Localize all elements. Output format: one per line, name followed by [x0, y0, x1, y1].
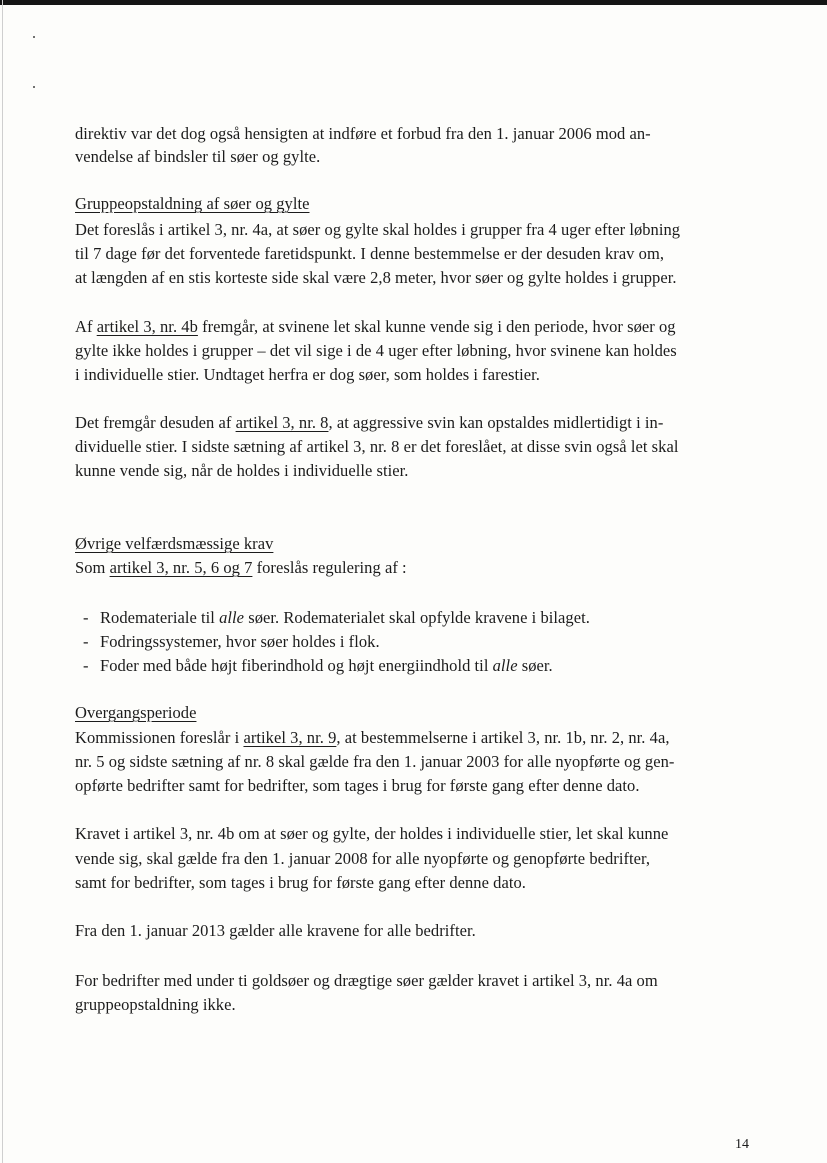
group-housing-p3-line-3: kunne vende sig, når de holdes i individuelle stier. — [75, 461, 409, 480]
transition-p1-line-2: nr. 5 og sidste sætning af nr. 8 skal gælde fra den 1. januar 2003 for alle nyopførte og gen- — [75, 752, 675, 771]
text-run: fremgår, at svinene let skal kunne vende sig i den periode, hvor søer og — [197, 317, 676, 336]
group-housing-p2-line-2: gylte ikke holdes i grupper – det vil sige i de 4 uger efter løbning, hvor svinene kan holdes — [75, 341, 677, 360]
transition-p1-line-1 — [75, 728, 670, 748]
reference-article-3-4b: artikel 3, nr. 4b — [96, 317, 198, 336]
text-run: Det fremgår desuden af — [75, 413, 236, 432]
scan-speck — [33, 86, 35, 88]
scan-speck — [33, 36, 35, 38]
scan-left-edge — [2, 0, 3, 1163]
reference-article-3-9: artikel 3, nr. 9 — [243, 728, 337, 747]
text-run: Kommissionen foreslår i — [75, 728, 244, 747]
group-housing-p2-line-3: i individuelle stier. Undtaget herfra er dog søer, som holdes i farestier. — [75, 365, 540, 384]
intro-line-2: vendelse af bindsler til søer og gylte. — [75, 147, 321, 166]
heading-group-housing: Gruppeopstaldning af søer og gylte — [75, 194, 310, 213]
list-item — [83, 608, 590, 628]
group-housing-p3-line-2: dividuelle stier. I sidste sætning af artikel 3, nr. 8 er det foreslået, at disse svin også let skal — [75, 437, 679, 456]
list-item — [83, 656, 553, 676]
group-housing-p3-line-1 — [75, 413, 663, 433]
text-run: søer. Rodematerialet skal opfylde kravene i bilaget. — [244, 608, 590, 627]
intro-line-1: direktiv var det dog også hensigten at indføre et forbud fra den 1. januar 2006 mod an- — [75, 124, 651, 143]
group-housing-p1-line-1: Det foreslås i artikel 3, nr. 4a, at søer og gylte skal holdes i grupper fra 4 uger efter løbning — [75, 220, 681, 239]
text-run: , at bestemmelserne i artikel 3, nr. 1b, nr. 2, nr. 4a, — [336, 728, 670, 747]
group-housing-p2-line-1 — [75, 317, 676, 337]
text-run: Rodemateriale til — [100, 608, 220, 627]
list-item — [83, 632, 380, 652]
text-run: Fodringssystemer, hvor søer holdes i flok. — [100, 632, 380, 651]
transition-p4-line-1: For bedrifter med under ti goldsøer og drægtige søer gælder kravet i artikel 3, nr. 4a om — [75, 971, 658, 990]
reference-article-3-8: artikel 3, nr. 8 — [235, 413, 329, 432]
transition-p1-line-3: opførte bedrifter samt for bedrifter, som tages i brug for første gang efter denne dato. — [75, 776, 640, 795]
transition-p3: Fra den 1. januar 2013 gælder alle kravene for alle bedrifter. — [75, 921, 476, 940]
emphasis: alle — [219, 608, 245, 627]
emphasis: alle — [492, 656, 518, 675]
text-run: Som — [75, 558, 110, 577]
transition-p2-line-3: samt for bedrifter, som tages i brug for første gang efter denne dato. — [75, 873, 526, 892]
text-run: søer. — [517, 656, 553, 675]
group-housing-p1-line-2: til 7 dage før det forventede faretidspunkt. I denne bestemmelse er der desuden krav om, — [75, 244, 665, 263]
text-run: foreslås regulering af : — [252, 558, 407, 577]
bullet-dash: - — [83, 632, 89, 651]
group-housing-p1-line-3: at længden af en stis korteste side skal være 2,8 meter, hvor søer og gylte holdes i grupper. — [75, 268, 677, 287]
transition-p2-line-1: Kravet i artikel 3, nr. 4b om at søer og gylte, der holdes i individuelle stier, let skal kunne — [75, 824, 669, 843]
top-border-rule — [0, 0, 827, 5]
bullet-dash: - — [83, 608, 89, 627]
bullet-dash: - — [83, 656, 89, 675]
text-run: Foder med både højt fiberindhold og højt energiindhold til — [100, 656, 493, 675]
text-run: Af — [75, 317, 97, 336]
heading-other-welfare: Øvrige velfærdsmæssige krav — [75, 534, 274, 553]
page-number: 14 — [735, 1137, 749, 1152]
text-run: , at aggressive svin kan opstaldes midlertidigt i in- — [328, 413, 664, 432]
other-welfare-intro — [75, 558, 407, 578]
transition-p2-line-2: vende sig, skal gælde fra den 1. januar 2008 for alle nyopførte og genopførte bedrifter, — [75, 849, 651, 868]
heading-transition-period: Overgangsperiode — [75, 703, 197, 722]
transition-p4-line-2: gruppeopstaldning ikke. — [75, 995, 236, 1014]
reference-article-3-5-6-7: artikel 3, nr. 5, 6 og 7 — [109, 558, 253, 577]
